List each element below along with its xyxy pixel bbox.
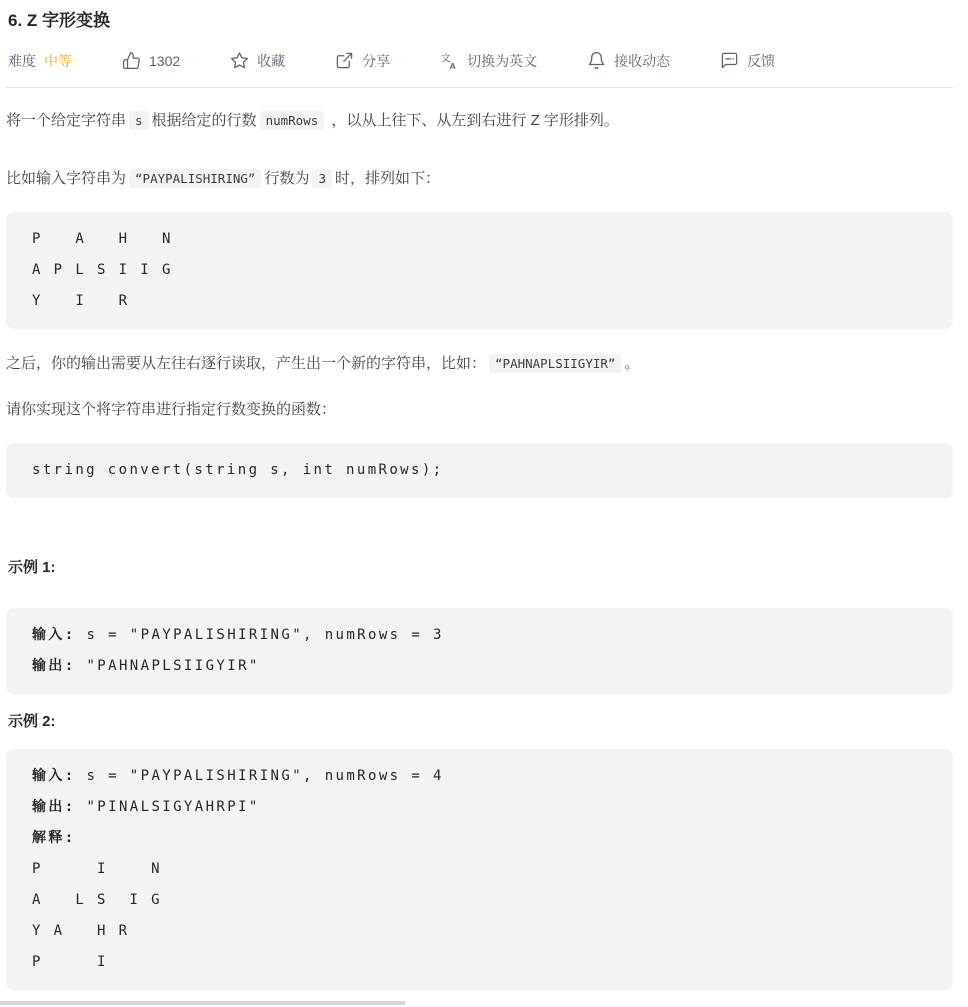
favorite-button[interactable] <box>230 51 285 71</box>
code-line: 输入: s = "PAYPALISHIRING", numRows = 4 <box>32 768 444 784</box>
subscribe-label: 接收动态 <box>614 52 671 69</box>
thumbs-up-icon <box>122 51 141 70</box>
meta-bar <box>6 33 953 75</box>
code-line: P I <box>32 954 108 970</box>
translate-icon <box>440 51 459 70</box>
code-line: 输出: "PINALSIGYAHRPI" <box>32 799 260 815</box>
code-line: 输入: s = "PAYPALISHIRING", numRows = 3 <box>32 627 444 643</box>
code-line: 输出: "PAHNAPLSIIGYIR" <box>32 658 260 674</box>
inline-code: s <box>129 111 149 130</box>
horizontal-scrollbar[interactable] <box>0 1001 405 1005</box>
share-label: 分享 <box>362 52 391 69</box>
share-button[interactable] <box>335 51 390 71</box>
code-line: A P L S I I G <box>32 262 173 278</box>
example-1-title: 示例 1: <box>8 559 56 576</box>
code-line: Y A H R <box>32 923 130 939</box>
switch-language-button[interactable] <box>440 51 537 71</box>
star-icon <box>230 51 249 70</box>
bell-icon <box>587 51 606 70</box>
code-line: P I N <box>32 861 162 877</box>
subscribe-button[interactable] <box>587 51 670 71</box>
description-paragraph-1: 将一个给定字符串 s 根据给定的行数 numRows ，以从上往下、从左到右进行 Z 字形排列。 <box>6 112 619 129</box>
inline-code: “PAYPALISHIRING” <box>129 169 261 188</box>
switch-language-label: 切换为英文 <box>467 52 538 69</box>
code-line: Y I R <box>32 293 130 309</box>
difficulty <box>8 51 72 71</box>
description-paragraph-2: 比如输入字符串为 “PAYPALISHIRING” 行数为 3 时，排列如下： <box>6 170 440 187</box>
inline-code: numRows <box>260 111 325 130</box>
example-1-block <box>6 608 953 694</box>
feedback-icon <box>720 51 739 70</box>
problem-description <box>6 88 953 990</box>
function-signature-block <box>6 443 953 498</box>
svg-text:文: 文 <box>440 53 452 65</box>
like-count: 1302 <box>149 52 181 69</box>
code-line: 解释: <box>32 830 76 846</box>
inline-code: “PAHNAPLSIIGYIR” <box>489 354 621 373</box>
share-icon <box>335 51 354 70</box>
feedback-label: 反馈 <box>747 52 776 69</box>
svg-text:A: A <box>449 61 456 70</box>
favorite-label: 收藏 <box>257 52 286 69</box>
description-paragraph-3: 之后，你的输出需要从左往右逐行读取，产生出一个新的字符串，比如： “PAHNAPLSIIGYIR” 。 <box>6 355 640 372</box>
example-2-block <box>6 749 953 990</box>
problem-title: 6. Z 字形变换 <box>8 11 111 30</box>
feedback-button[interactable] <box>720 51 775 71</box>
difficulty-label: 难度 <box>8 52 36 69</box>
inline-code: 3 <box>312 169 332 188</box>
code-line: A L S I G <box>32 892 162 908</box>
difficulty-value: 中等 <box>44 52 72 69</box>
example-2-title: 示例 2: <box>8 713 56 730</box>
description-paragraph-4: 请你实现这个将字符串进行指定行数变换的函数： <box>6 401 337 418</box>
zigzag-pattern-block <box>6 212 953 329</box>
code-line: string convert(string s, int numRows); <box>32 462 444 478</box>
like-button[interactable] <box>122 51 180 70</box>
code-line: P A H N <box>32 231 173 247</box>
